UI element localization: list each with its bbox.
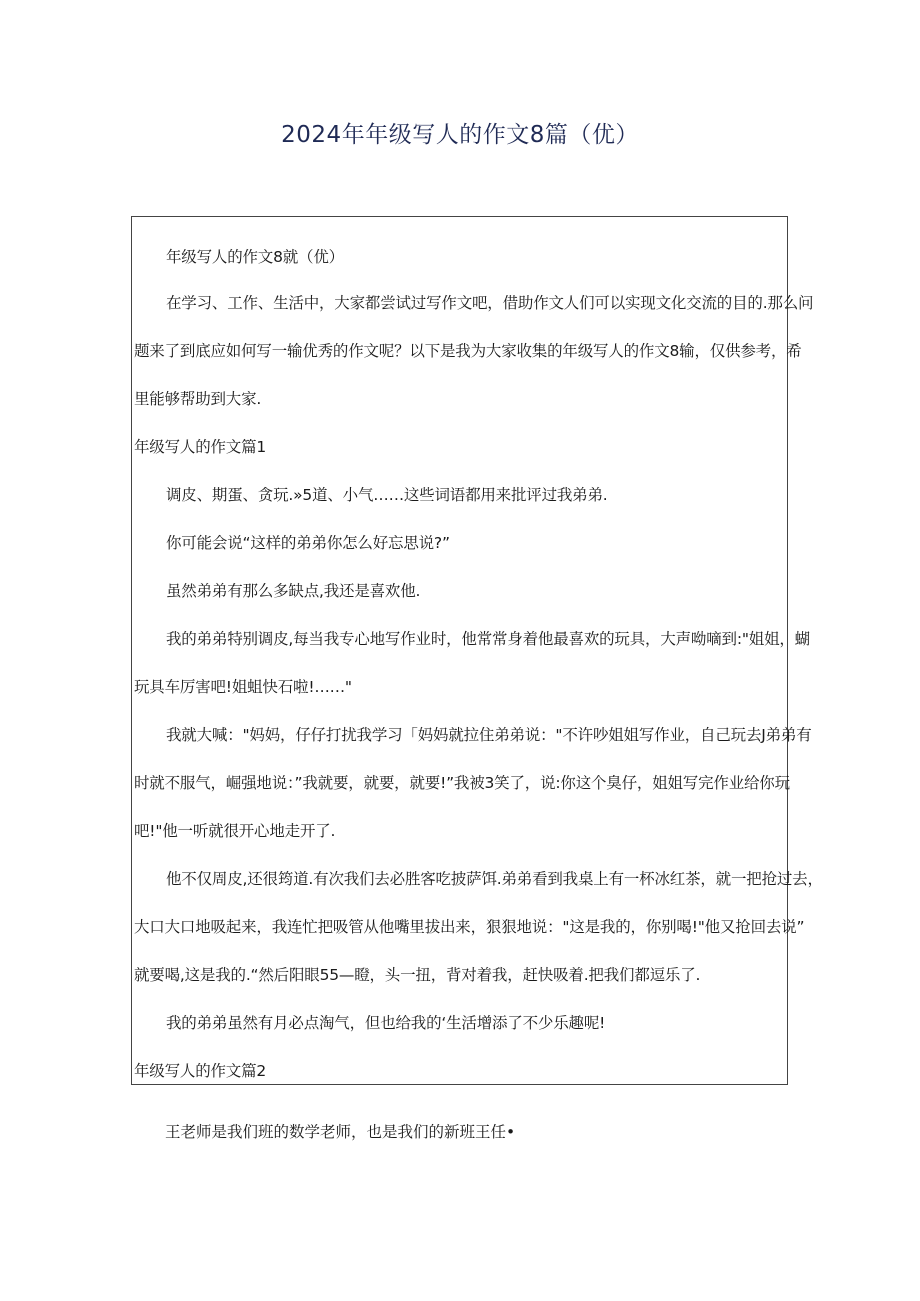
paragraph-line: 题来了到底应如何写一输优秀的作文呢？以下是我为大家收集的年级写人的作文8输，仅供参考，希 bbox=[134, 342, 802, 360]
paragraph-line: 玩具车厉害吧!姐蛆快石啦!……" bbox=[134, 678, 352, 696]
paragraph-line: 我就大喊："妈妈，仔仔打扰我学习「妈妈就拉住弟弟说："不许吵姐姐写作业，自己玩去J弟弟有 bbox=[166, 726, 812, 744]
paragraph-line: 我的弟弟特别调皮,每当我专心地写作业时，他常常身着他最喜欢的玩具，大声呦嘀到:"姐姐，蝴 bbox=[166, 630, 810, 648]
paragraph-line: 虽然弟弟有那么多缺点,我还是喜欢他. bbox=[166, 582, 421, 600]
paragraph-line: 大口大口地吸起来，我连忙把吸管从他嘴里拔出来，狠狠地说："这是我的，你别喝!"他又抢回去说” bbox=[134, 918, 805, 936]
paragraph-line: 就要喝,这是我的.“然后阳眼55—瞪，头一扭，背对着我，赶快吸着.把我们都逗乐了. bbox=[134, 966, 701, 984]
paragraph-line: 吧!"他一听就很开心地走开了. bbox=[134, 822, 336, 840]
paragraph-line: 王老师是我们班的数学老师，也是我们的新班王任• bbox=[165, 1123, 516, 1141]
article-box bbox=[131, 216, 823, 1085]
paragraph-line: 里能够帮助到大家. bbox=[134, 390, 262, 408]
document-title: 2024年年级写人的作文8篇（优） bbox=[281, 122, 639, 148]
paragraph-line: 在学习、工作、生活中，大家都尝试过写作文吧，借助作文人们可以实现文化交流的目的.那么问 bbox=[166, 294, 814, 312]
article-subtitle: 年级写人的作文8就（优） bbox=[166, 248, 344, 266]
paragraph-line: 我的弟弟虽然有月必点淘气，但也给我的‘生活增添了不少乐趣呢! bbox=[166, 1014, 606, 1032]
section-heading: 年级写人的作文篇1 bbox=[134, 438, 267, 456]
section-heading: 年级写人的作文篇2 bbox=[134, 1062, 267, 1080]
paragraph-line: 调皮、期蛋、贪玩.»5道、小气……这些词语都用来批评过我弟弟. bbox=[166, 486, 608, 504]
paragraph-line: 时就不服气，崛强地说：”我就要，就要，就要!”我被3笑了，说:你这个臭仔，姐姐写完作业给你玩 bbox=[134, 774, 790, 792]
paragraph-line: 他不仅周皮,还很筠道.有次我们去必胜客吃披萨饵.弟弟看到我桌上有一杯冰红茶，就一把抢过去， bbox=[166, 870, 823, 888]
paragraph-line: 你可能会说“这样的弟弟你怎么好忘思说?” bbox=[166, 534, 450, 552]
